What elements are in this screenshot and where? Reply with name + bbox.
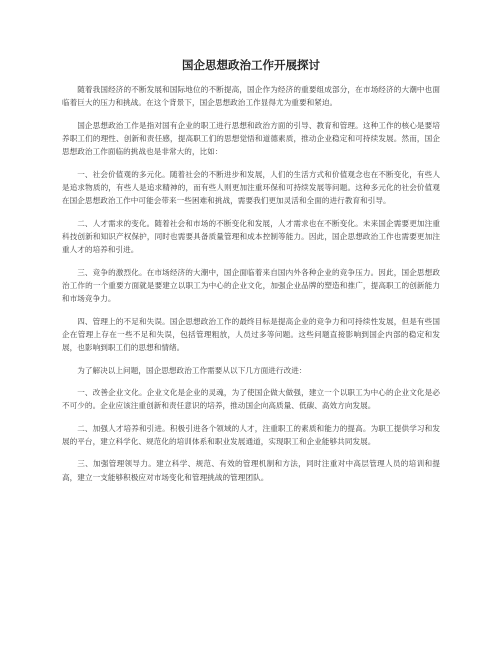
paragraph-challenge-3: 三、竞争的激烈化。在市场经济的大潮中，国企面临着来自国内外各种企业的竞争压力。因此，国企思想政治工作的一个重要方面就是要建立以职工为中心的企业文化，加强企业品牌的塑造和推广，提高职工的创新能力和市场竞争力。 <box>62 267 440 304</box>
paragraph-definition: 国企思想政治工作是指对国有企业的职工进行思想和政治方面的引导、教育和管理。这种工作的核心是要培养职工们的理性、创新和责任感，提高职工们的思想觉悟和道德素质，推动企业稳定和可持续发展。然而，国企思想政治工作面临的挑战也是非常大的，比如： <box>62 120 440 157</box>
document-title: 国企思想政治工作开展探讨 <box>182 58 320 72</box>
paragraph-transition: 为了解决以上问题，国企思想政治工作需要从以下几方面进行改进： <box>77 365 307 375</box>
paragraph-intro: 随着我国经济的不断发展和国际地位的不断提高，国企作为经济的重要组成部分，在市场经济的大潮中也面临着巨大的压力和挑战。在这个背景下，国企思想政治工作显得尤为重要和紧迫。 <box>62 85 440 108</box>
paragraph-improvement-1: 一、改善企业文化。企业文化是企业的灵魂，为了使国企做大做强，建立一个以职工为中心的企业文化是必不可少的。企业应该注重创新和责任意识的培养，推动国企向高质量、低碳、高效方向发展。 <box>62 387 440 411</box>
paragraph-challenge-2: 二、人才需求的变化。随着社会和市场的不断变化和发展，人才需求也在不断变化。未来国企需要更加注重科技创新和知识产权保护，同时也需要具备质量管理和成本控制等能力。因此，国企思想政治工作也需要更加注重人才的培养和引进。 <box>62 218 440 255</box>
paragraph-improvement-2: 二、加强人才培养和引进。积极引进各个领域的人才，注重职工的素质和能力的提高。为职工提供学习和发展的平台，建立科学化、规范化的培训体系和职业发展通道，实现职工和企业能够共同发展。 <box>62 423 440 446</box>
paragraph-challenge-1: 一、社会价值观的多元化。随着社会的不断进步和发展，人们的生活方式和价值观念也在不断变化，有些人是追求物质的，有些人是追求精神的，而有些人则更加注重环保和可持续发展等问题。这种多元化的社会价值观在国企思想政治工作中可能会带来一些困难和挑战，需要我们更加灵活和全面的进行教育和引导。 <box>62 169 440 206</box>
paragraph-challenge-4: 四、管理上的不足和失误。国企思想政治工作的最终目标是提高企业的竞争力和可持续性发展，但是有些国企在管理上存在一些不足和失误，包括管理粗放，人员过多等问题。这些问题直接影响到国企内部的稳定和发展，也影响到职工们的思想和情绪。 <box>62 316 440 353</box>
paragraph-improvement-3: 三、加强管理领导力。建立科学、规范、有效的管理机制和方法，同时注重对中高层管理人员的培训和提高，建立一支能够积极应对市场变化和管理挑战的管理团队。 <box>62 459 440 482</box>
